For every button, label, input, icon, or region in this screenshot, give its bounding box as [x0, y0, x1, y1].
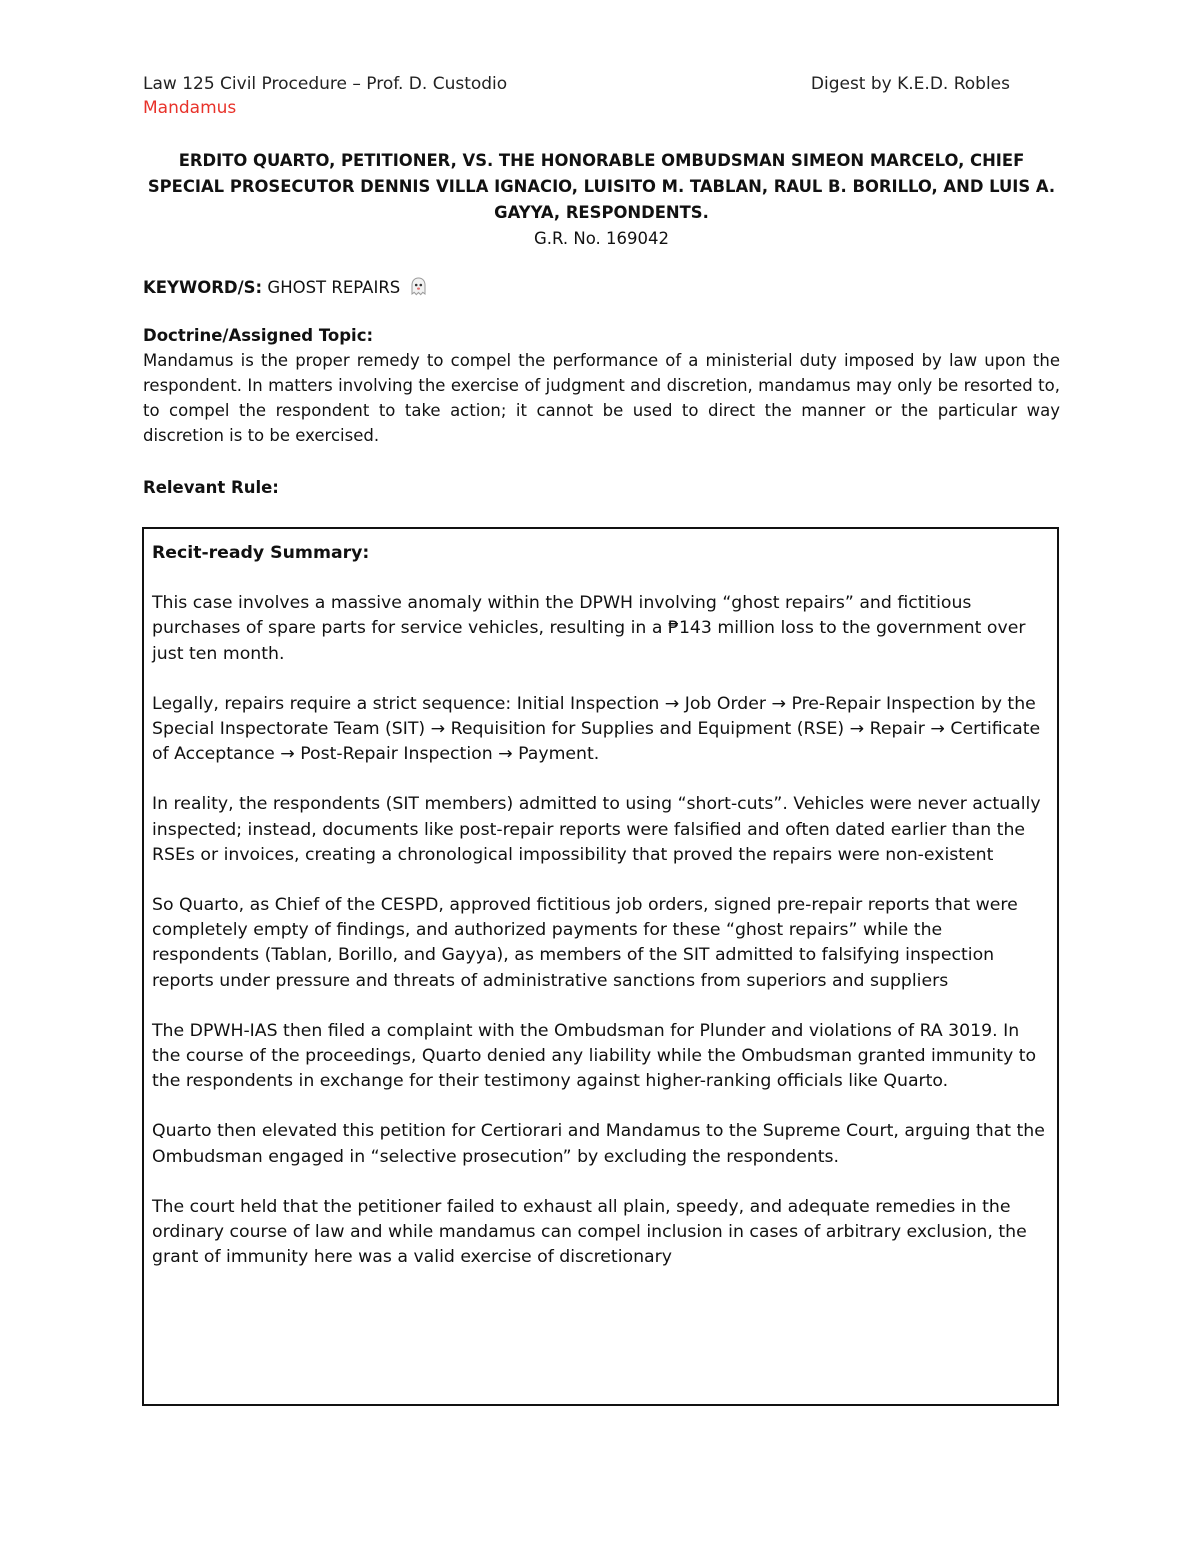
- course-label: Law 125 Civil Procedure – Prof. D. Custodio: [143, 74, 508, 94]
- document-page: [143, 72, 1060, 500]
- doctrine-text: Mandamus is the proper remedy to compel the performance of a ministerial duty imposed by law upon the respondent. In matters involving the exercise of judgment and discretion, mandamus may only be resorted to, to compel the respondent to take action; it cannot be used to direct the manner or the particular way discretion is to be exercised.: [143, 351, 1060, 445]
- keyword-line: [143, 275, 1060, 300]
- doctrine-label: Doctrine/Assigned Topic:: [143, 326, 374, 345]
- recit-summary-content: [144, 529, 1057, 1270]
- relevant-rule-label: Relevant Rule:: [143, 478, 279, 497]
- summary-label: Recit-ready Summary:: [152, 543, 370, 563]
- summary-paragraph: This case involves a massive anomaly within the DPWH involving “ghost repairs” and fictitious purchases of spare parts for service vehicles, resulting in a ₱143 million loss to the government over just ten month.: [152, 593, 1026, 664]
- summary-paragraph: In reality, the respondents (SIT members) admitted to using “short-cuts”. Vehicles were never actually inspected; instead, documents like post-repair reports were falsified and often dated earlier than the RSEs or invoices, creating a chronological impossibility that proved the repairs were non-existent: [152, 794, 1041, 865]
- gr-number: G.R. No. 169042: [533, 229, 670, 248]
- page-header: [143, 72, 1060, 96]
- keyword-value: GHOST REPAIRS: [267, 278, 401, 297]
- case-title: ERDITO QUARTO, PETITIONER, VS. THE HONORABLE OMBUDSMAN SIMEON MARCELO, CHIEF SPECIAL PROSECUTOR DENNIS VILLA IGNACIO, LUISITO M. TABLAN, RAUL B. BORILLO, AND LUIS A. GAYYA, RESPONDENTS.: [147, 151, 1056, 222]
- summary-paragraph: So Quarto, as Chief of the CESPD, approved fictitious job orders, signed pre-repair reports that were completely empty of findings, and authorized payments for these “ghost repairs” while the respondents (Tablan, Borillo, and Gayya), as members of the SIT admitted to falsifying inspection reports under pressure and threats of administrative sanctions from superiors and suppliers: [152, 895, 1018, 991]
- recit-summary-box: [142, 527, 1059, 1406]
- summary-paragraph: The DPWH-IAS then filed a complaint with the Ombudsman for Plunder and violations of RA 3019. In the course of the proceedings, Quarto denied any liability while the Ombudsman granted immunity to the respondents in exchange for their testimony against higher-ranking officials like Quarto.: [152, 1020, 1037, 1092]
- summary-paragraph: Legally, repairs require a strict sequence: Initial Inspection → Job Order → Pre-Repair Inspection by the Special Inspectorate Team (SIT) → Requisition for Supplies and Equipment (RSE) → Repair → Certificate of Acceptance → Post-Repair Inspection → Payment.: [152, 693, 1041, 765]
- summary-paragraph: The court held that the petitioner failed to exhaust all plain, speedy, and adequate remedies in the ordinary course of law and while mandamus can compel inclusion in cases of arbitrary exclusion, the grant of immunity here was a valid exercise of discretionary: [152, 1196, 1027, 1268]
- summary-paragraph: Quarto then elevated this petition for Certiorari and Mandamus to the Supreme Court, arguing that the Ombudsman engaged in “selective prosecution” by excluding the respondents.: [152, 1121, 1045, 1167]
- topic-label: Mandamus: [143, 98, 237, 118]
- ghost-icon: [410, 277, 427, 297]
- keyword-label: KEYWORD/S:: [143, 278, 263, 297]
- digest-author: Digest by K.E.D. Robles: [810, 74, 1010, 94]
